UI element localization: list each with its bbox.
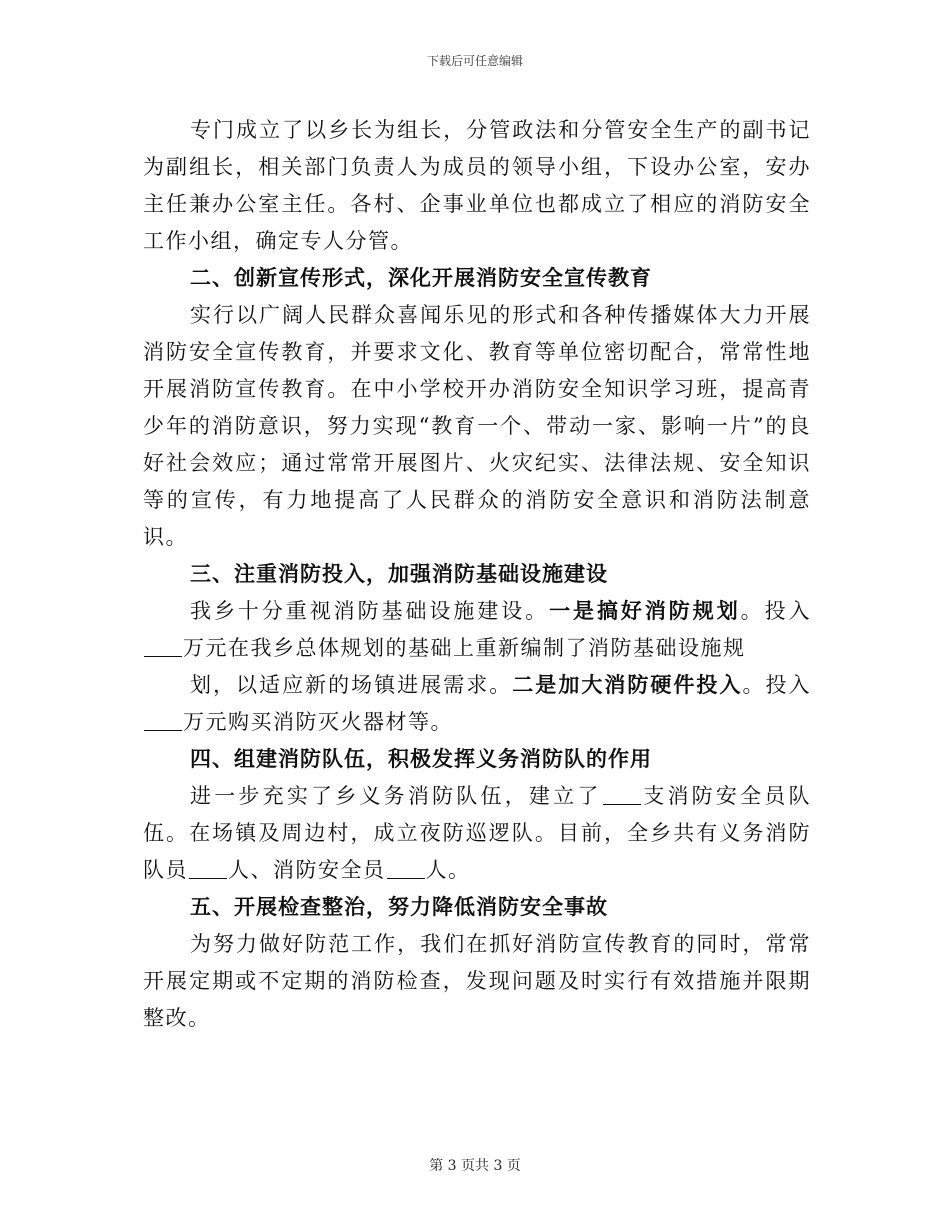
- section-heading-investment: 三、注重消防投入，加强消防基础设施建设: [190, 562, 608, 586]
- paragraph-investment-a: [143, 593, 811, 667]
- paragraph-investment-b: [143, 667, 811, 741]
- document-body: [143, 112, 811, 1037]
- blank-underline: [144, 710, 182, 731]
- text-segment: 我乡十分重视消防基础设施建设。: [190, 599, 550, 623]
- paragraph-leadership-group: 专门成立了以乡长为组长，分管政法和分管安全生产的副书记为副组长，相关部门负责人为成员的领导小组，下设办公室，安办主任兼办公室主任。各村、企事业单位也都成立了相应的消防安全工作小组，确定专人分管。: [143, 118, 811, 253]
- text-segment: 人、消防安全员: [228, 858, 386, 882]
- text-segment: 。投入: [742, 673, 812, 697]
- text-segment: 万元在我乡总体规划的基础上重新编制了消防基础设施规: [183, 636, 746, 660]
- blank-underline: [387, 858, 425, 879]
- section-heading-fire-team: 四、组建消防队伍，积极发挥义务消防队的作用: [190, 747, 652, 771]
- blank-underline: [144, 636, 182, 657]
- text-segment: 万元购买消防灭火器材等。: [183, 710, 453, 734]
- text-segment: 进一步充实了乡义务消防队伍，建立了: [190, 784, 602, 808]
- page-header: 下载后可任意编辑: [426, 54, 523, 68]
- paragraph-inspection: 为努力做好防范工作，我们在抓好消防宣传教育的同时，常常开展定期或不定期的消防检查，发现问题及时实行有效措施并限期整改。: [143, 932, 811, 1030]
- page-footer-page-number: 第 3 页共 3 页: [429, 1158, 521, 1174]
- blank-underline: [189, 858, 227, 879]
- text-segment: 支消防安全员队伍。在场镇及周边村，成立夜防巡逻队。目前，全乡共有义务消防队员: [143, 784, 812, 882]
- text-segment: 划，以适应新的场镇进展需求。: [190, 673, 513, 697]
- text-segment: 。投入: [740, 599, 812, 623]
- paragraph-fire-team: [143, 778, 811, 889]
- text-segment: 人。: [425, 858, 471, 882]
- bold-point-hardware: 二是加大消防硬件投入: [512, 673, 743, 697]
- section-heading-publicity: 二、创新宣传形式，深化开展消防安全宣传教育: [190, 266, 652, 290]
- blank-underline: [603, 784, 641, 805]
- bold-point-planning: 一是搞好消防规划: [549, 599, 741, 623]
- paragraph-publicity: 实行以广阔人民群众喜闻乐见的形式和各种传播媒体大力开展消防安全宣传教育，并要求文化、教育等单位密切配合，常常性地开展消防宣传教育。在中小学校开办消防安全知识学习班，提高青少年的消防意识，努力实现“教育一个、带动一家、影响一片”的良好社会效应；通过常常开展图片、火灾纪实、法律法规、安全知识等的宣传，有力地提高了人民群众的消防安全意识和消防法制意识。: [143, 303, 811, 549]
- section-heading-inspection: 五、开展检查整治，努力降低消防安全事故: [190, 895, 608, 919]
